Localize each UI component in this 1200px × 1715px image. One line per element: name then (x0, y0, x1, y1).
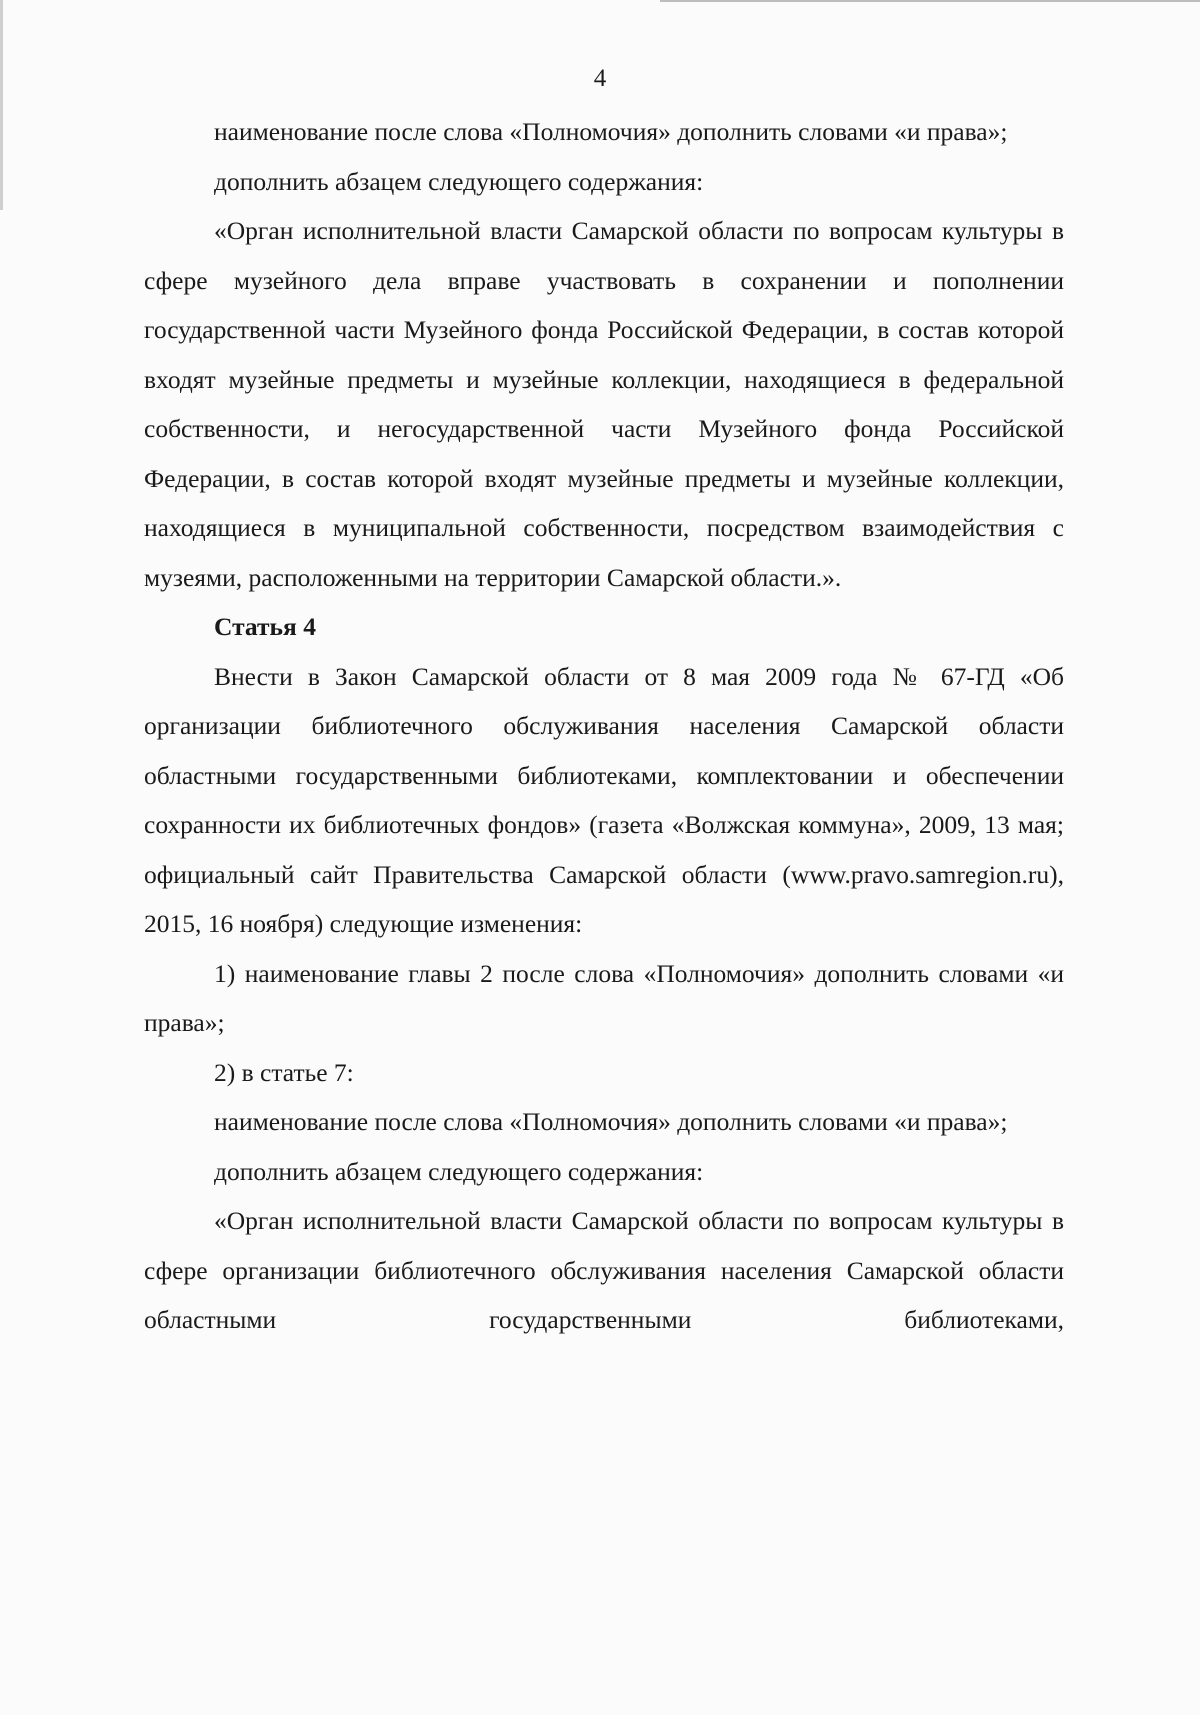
paragraph: наименование после слова «Полномочия» дополнить словами «и права»; (214, 1107, 1008, 1136)
article-heading: Статья 4 (214, 612, 316, 641)
document-body (144, 107, 1064, 1345)
paragraph: 1) наименование главы 2 после слова «Полномочия» дополнить словами «и права»; (144, 958, 1064, 1037)
paragraph: дополнить абзацем следующего содержания: (214, 1156, 704, 1186)
paragraph: 2) в статье 7: (214, 1057, 354, 1087)
scan-edge (0, 0, 3, 210)
paragraph: Внести в Закон Самарской области от 8 мая 2009 года № 67-ГД «Об организации библиотечного обслуживания населения Самарской области областными государственными библиотеками, комплектовании и обеспечении сохранности их библиотечных фондов» (газета «Волжская коммуна», 2009, 13 мая; официальный сайт Правительства Самарской области (www.pravo.samregion.ru), 2015, 16 ноября) следующие изменения: (144, 661, 1064, 938)
scan-edge (660, 0, 1200, 2)
paragraph: «Орган исполнительной власти Самарской области по вопросам культуры в сфере организации библиотечного обслуживания населения Самарской области областными государственными библиотеками, (144, 1206, 1064, 1334)
paragraph: дополнить абзацем следующего содержания: (214, 166, 704, 196)
page-number: 4 (593, 65, 607, 92)
paragraph: наименование после слова «Полномочия» дополнить словами «и права»; (214, 117, 1008, 146)
paragraph: «Орган исполнительной власти Самарской области по вопросам культуры в сфере музейного дела вправе участвовать в сохранении и пополнении государственной части Музейного фонда Российской Федерации, в состав которой входят музейные предметы и музейные коллекции, находящиеся в федеральной собственности, и негосударственной части Музейного фонда Российской Федерации, в состав которой входят музейные предметы и музейные коллекции, находящиеся в муниципальной собственности, посредством взаимодействия с музеями, расположенными на территории Самарской области.». (144, 216, 1064, 592)
